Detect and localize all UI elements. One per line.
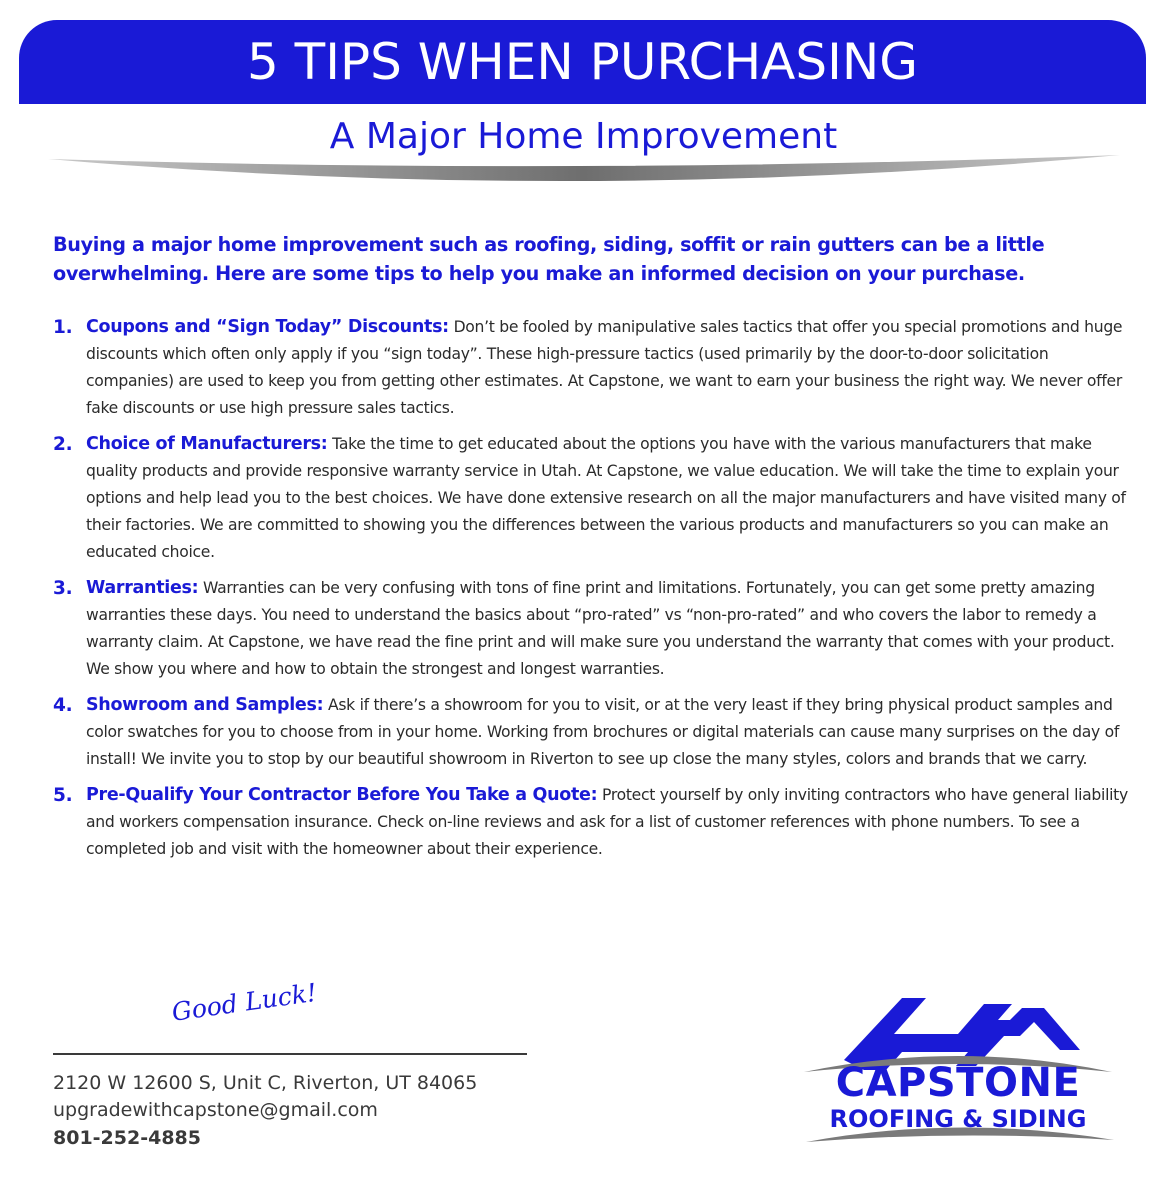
contact-phone: 801-252-4885 [53,1127,201,1149]
intro-paragraph: Buying a major home improvement such as roofing, siding, soffit or rain gutters can be a little overwhelming. Here are some tips to help you make an informed decision on your purchase. [53,233,1045,285]
tip-body: Ask if there’s a showroom for you to visit, or at the very least if they bring physical product samples and color swatches for you to choose from in your home. Working from brochures or digital materials can cause many surprises on the day of install! We invite you to stop by our beautiful showroom in Riverton to see up close the many styles, colors and brands that we carry. [86,696,1120,768]
tip-heading: Pre-Qualify Your Contractor Before You Take a Quote: [86,785,598,805]
tip-number: 4. [53,695,73,716]
tip-item [53,314,1138,422]
contact-email: upgradewithcapstone@gmail.com [53,1099,378,1121]
swoosh-divider [48,153,1120,187]
logo-name: CAPSTONE [835,1060,1081,1106]
tip-number: 3. [53,578,73,599]
tip-body: Warranties can be very confusing with tons of fine print and limitations. Fortunately, you can get some pretty amazing warranties these days. You need to understand the basics about “pro-rated” vs “non-pro-rated” and who covers the labor to remedy a warranty claim. At Capstone, we have read the fine print and will make sure you understand the warranty that comes with your product. We show you where and how to obtain the strongest and longest warranties. [86,579,1115,678]
logo-tagline: ROOFING & SIDING [829,1105,1087,1133]
tip-number: 2. [53,434,73,455]
page-subtitle: A Major Home Improvement [329,116,838,157]
tip-item [53,431,1138,566]
contact-address: 2120 W 12600 S, Unit C, Riverton, UT 84065 [53,1072,478,1094]
tip-body: Take the time to get educated about the options you have with the various manufacturers that make quality products and provide responsive warranty service in Utah. At Capstone, we value education. We will take the time to explain your options and help lead you to the best choices. We have done extensive research on all the major manufacturers and have visited many of their factories. We are committed to showing you the differences between the various products and manufacturers so you can make an educated choice. [86,435,1126,561]
tip-item [53,575,1138,683]
tip-heading: Showroom and Samples: [86,695,324,715]
signoff-text: Good Luck! [169,977,319,1027]
tip-body: Protect yourself by only inviting contractors who have general liability and workers compensation insurance. Check on-line reviews and ask for a list of customer references with phone numbers. To see a completed job and visit with the homeowner about their experience. [86,786,1128,858]
tip-body: Don’t be fooled by manipulative sales tactics that offer you special promotions and huge discounts which often only apply if you “sign today”. These high-pressure tactics (used primarily by the door-to-door solicitation companies) are used to keep you from getting other estimates. At Capstone, we want to earn your business the right way. We never offer fake discounts or use high pressure sales tactics. [86,318,1123,417]
tip-item [53,782,1138,863]
contact-divider [53,1053,527,1055]
tip-heading: Choice of Manufacturers: [86,434,328,454]
tip-heading: Coupons and “Sign Today” Discounts: [86,317,449,337]
tip-number: 1. [53,317,73,338]
page-title: 5 TIPS WHEN PURCHASING [246,33,919,91]
title-banner [19,20,1146,104]
tips-list [53,314,1138,872]
tip-item [53,692,1138,773]
tip-number: 5. [53,785,73,806]
tip-heading: Warranties: [86,578,199,598]
